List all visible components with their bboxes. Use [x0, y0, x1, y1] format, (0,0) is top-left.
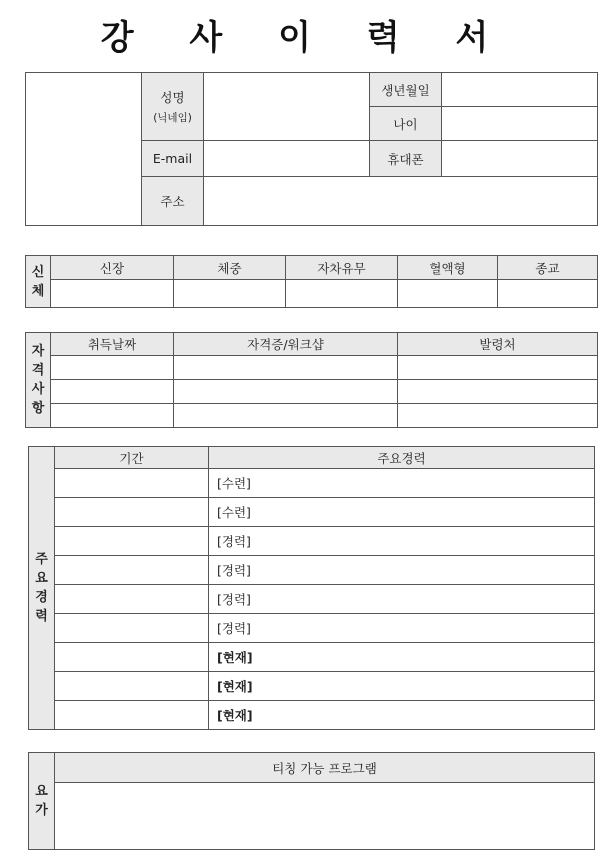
cert-date-field[interactable]	[51, 404, 174, 428]
table-row	[26, 404, 598, 428]
cert-side-label: 자 격 사 항	[26, 333, 51, 428]
cert-name-field[interactable]	[174, 380, 398, 404]
personal-info-table	[25, 72, 598, 226]
header-acquired-date: 취득날짜	[51, 333, 174, 356]
career-period-field[interactable]	[55, 498, 209, 527]
blood-type-field[interactable]	[398, 280, 498, 308]
religion-field[interactable]	[498, 280, 598, 308]
table-row	[26, 356, 598, 380]
career-period-field[interactable]	[55, 469, 209, 498]
header-weight: 체중	[174, 256, 286, 280]
table-row	[29, 701, 595, 730]
name-label: 성명	[160, 90, 185, 105]
table-row	[29, 585, 595, 614]
address-field[interactable]	[204, 177, 598, 226]
career-period-field[interactable]	[55, 527, 209, 556]
document-title: 강 사 이 력 서	[100, 18, 511, 58]
career-item[interactable]: [경력]	[209, 527, 595, 556]
career-period-field[interactable]	[55, 701, 209, 730]
height-field[interactable]	[51, 280, 174, 308]
career-period-field[interactable]	[55, 585, 209, 614]
body-info-table	[25, 255, 598, 308]
birth-label: 생년월일	[370, 73, 442, 107]
cert-issuer-field[interactable]	[398, 380, 598, 404]
table-row	[29, 556, 595, 585]
email-field[interactable]	[204, 141, 370, 177]
career-item[interactable]: [현재]	[209, 701, 595, 730]
name-label-cell	[142, 73, 204, 141]
career-side-label: 주 요 경 력	[29, 447, 55, 730]
nickname-label: (닉네임)	[153, 112, 192, 124]
career-item[interactable]: [경력]	[209, 614, 595, 643]
header-career: 주요경력	[209, 447, 595, 469]
header-car: 자차유무	[286, 256, 398, 280]
header-issuer: 발령처	[398, 333, 598, 356]
header-height: 신장	[51, 256, 174, 280]
photo-cell[interactable]	[26, 73, 142, 226]
career-item[interactable]: [현재]	[209, 672, 595, 701]
cert-name-field[interactable]	[174, 404, 398, 428]
table-row	[29, 469, 595, 498]
age-field[interactable]	[442, 107, 598, 141]
table-row	[26, 380, 598, 404]
phone-label: 휴대폰	[370, 141, 442, 177]
career-item[interactable]: [경력]	[209, 585, 595, 614]
career-period-field[interactable]	[55, 672, 209, 701]
table-row	[29, 614, 595, 643]
yoga-table	[28, 752, 595, 850]
career-item[interactable]: [현재]	[209, 643, 595, 672]
car-field[interactable]	[286, 280, 398, 308]
teaching-programs-field[interactable]	[55, 783, 595, 850]
table-row	[29, 498, 595, 527]
header-certificate: 자격증/워크샵	[174, 333, 398, 356]
phone-field[interactable]	[442, 141, 598, 177]
career-period-field[interactable]	[55, 614, 209, 643]
name-field[interactable]	[204, 73, 370, 141]
career-item[interactable]: [경력]	[209, 556, 595, 585]
career-table	[28, 446, 595, 730]
header-teaching-programs: 티칭 가능 프로그램	[55, 753, 595, 783]
email-label: E-mail	[142, 141, 204, 177]
birth-field[interactable]	[442, 73, 598, 107]
cert-date-field[interactable]	[51, 356, 174, 380]
table-row	[29, 527, 595, 556]
cert-date-field[interactable]	[51, 380, 174, 404]
age-label: 나이	[370, 107, 442, 141]
body-side-label: 신 체	[26, 256, 51, 308]
cert-table	[25, 332, 598, 428]
header-period: 기간	[55, 447, 209, 469]
cert-issuer-field[interactable]	[398, 404, 598, 428]
address-label: 주소	[142, 177, 204, 226]
header-religion: 종교	[498, 256, 598, 280]
career-item[interactable]: [수련]	[209, 469, 595, 498]
header-blood-type: 혈액형	[398, 256, 498, 280]
table-row	[29, 643, 595, 672]
yoga-side-label: 요 가	[29, 753, 55, 850]
career-period-field[interactable]	[55, 556, 209, 585]
weight-field[interactable]	[174, 280, 286, 308]
cert-name-field[interactable]	[174, 356, 398, 380]
career-item[interactable]: [수련]	[209, 498, 595, 527]
table-row	[29, 672, 595, 701]
career-period-field[interactable]	[55, 643, 209, 672]
cert-issuer-field[interactable]	[398, 356, 598, 380]
